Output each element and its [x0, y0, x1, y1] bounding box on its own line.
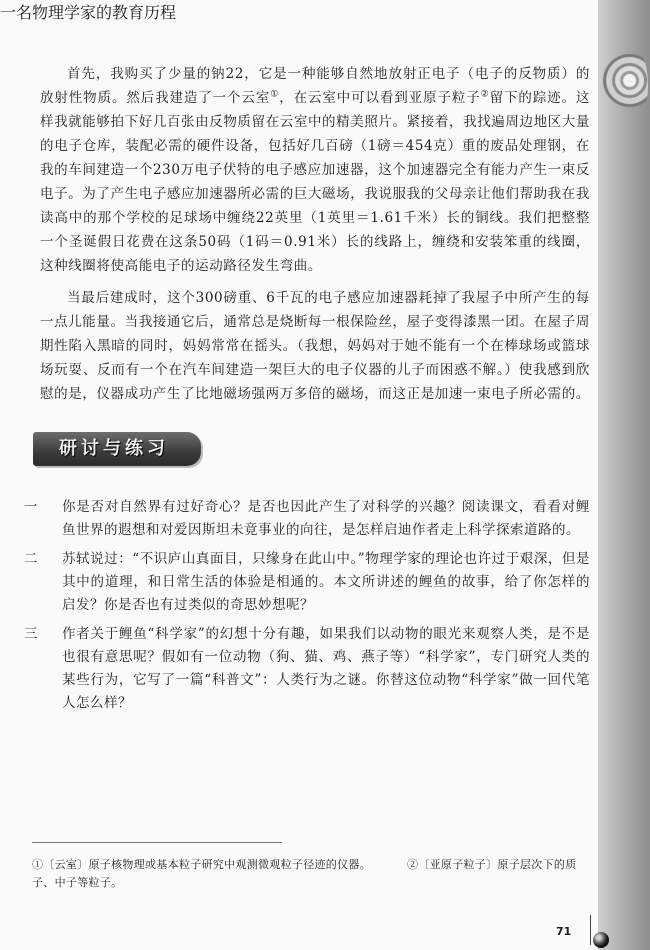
footnote-1: ①〔云室〕原子核物理或基本粒子研究中观测微观粒子径迹的仪器。 — [32, 858, 371, 871]
footnote-marker-1[interactable]: ① — [270, 89, 280, 100]
exercise-item — [24, 548, 590, 617]
exercise-text: 作者关于鲤鱼“科学家”的幻想十分有趣，如果我们以动物的眼光来观察人类，是不是也很有意思呢？假如有一位动物（狗、猫、鸡、燕子等）“科学家”，专门研究人类的某些行为，它写了一篇“科普文”：人类行为之谜。你替这位动物“科学家”做一回代笔人怎么样？ — [62, 626, 590, 711]
sphere-icon — [593, 932, 609, 948]
section-banner: 研讨与练习 — [33, 432, 201, 466]
paragraph-2: 当最后建成时，这个300磅重、6千瓦的电子感应加速器耗掉了我屋子中所产生的每一点儿能量。当我接通它后，通常总是烧断每一根保险丝，屋子变得漆黑一团。在屋子周期性陷入黑暗的同时，妈妈常常在摇头。（我想，妈妈对于她不能有一个在棒球场或篮球场玩耍、反而有一个在汽车间建造一架巨大的电子仪器的儿子而困惑不解。）使我感到欣慰的是，仪器成功产生了比地磁场强两万多倍的磁场，而这正是加速一束电子所必需的。 — [40, 290, 590, 402]
exercise-item — [24, 623, 590, 715]
exercise-number: 三 — [24, 626, 38, 642]
exercise-text: 苏轼说过：“不识庐山真面目，只缘身在此山中。”物理学家的理论也许过于艰深，但是其中的道理，和日常生活的体验是相通的。本文所讲述的鲤鱼的故事，给了你怎样的启发？你是否也有过类似的奇思妙想呢？ — [62, 551, 590, 613]
exercise-item — [24, 496, 590, 542]
decorative-disc-graphic — [602, 40, 648, 130]
exercise-number: 一 — [24, 499, 38, 515]
paragraph-1: 首先，我购买了少量的钠22，它是一种能够自然地放射正电子（电子的反物质）的放射性物质。然后我建造了一个云室①，在云室中可以看到亚原子粒子②留下的踪迹。这样我就能够拍下好几百张由反物质留在云室中的精美照片。紧接着，我找遍周边地区大量的电子仓库，装配必需的硬件设备，包括好几百磅（1磅＝454克）重的废品处理钢，在我的车间建造一个230万电子伏特的电子感应加速器，这个加速器完全有能力产生一束反电子。为了产生电子感应加速器所必需的巨大磁场，我说服我的父母亲让他们帮助我在我读高中的那个学校的足球场中缠绕22英里（1英里＝1.61千米）长的铜线。我们把整整一个圣诞假日花费在这条50码（1码＝0.91米）长的线路上，缠绕和安装笨重的线圈，这种线圈将使高能电子的运动路径发生弯曲。 — [40, 66, 591, 274]
footnote-divider — [32, 842, 282, 843]
exercise-text: 你是否对自然界有过好奇心？是否也因此产生了对科学的兴趣？阅读课文，看看对鲤鱼世界的遐想和对爱因斯坦未竟事业的向往，是怎样启迪作者走上科学探索道路的。 — [62, 499, 590, 538]
exercise-list — [24, 496, 590, 721]
chapter-sidebar — [598, 0, 650, 950]
footnotes — [32, 856, 592, 892]
page-number-divider — [590, 915, 591, 945]
page-number: 71 — [556, 925, 572, 938]
footnote-marker-2[interactable]: ② — [480, 89, 490, 100]
footnote-2: ②〔亚原子粒子〕原子层次下的质子、中子等粒子。 — [32, 858, 577, 889]
chapter-title-vertical: 一名物理学家的教育历程 — [0, 3, 177, 22]
main-text — [40, 62, 590, 414]
exercise-number: 二 — [24, 551, 38, 567]
